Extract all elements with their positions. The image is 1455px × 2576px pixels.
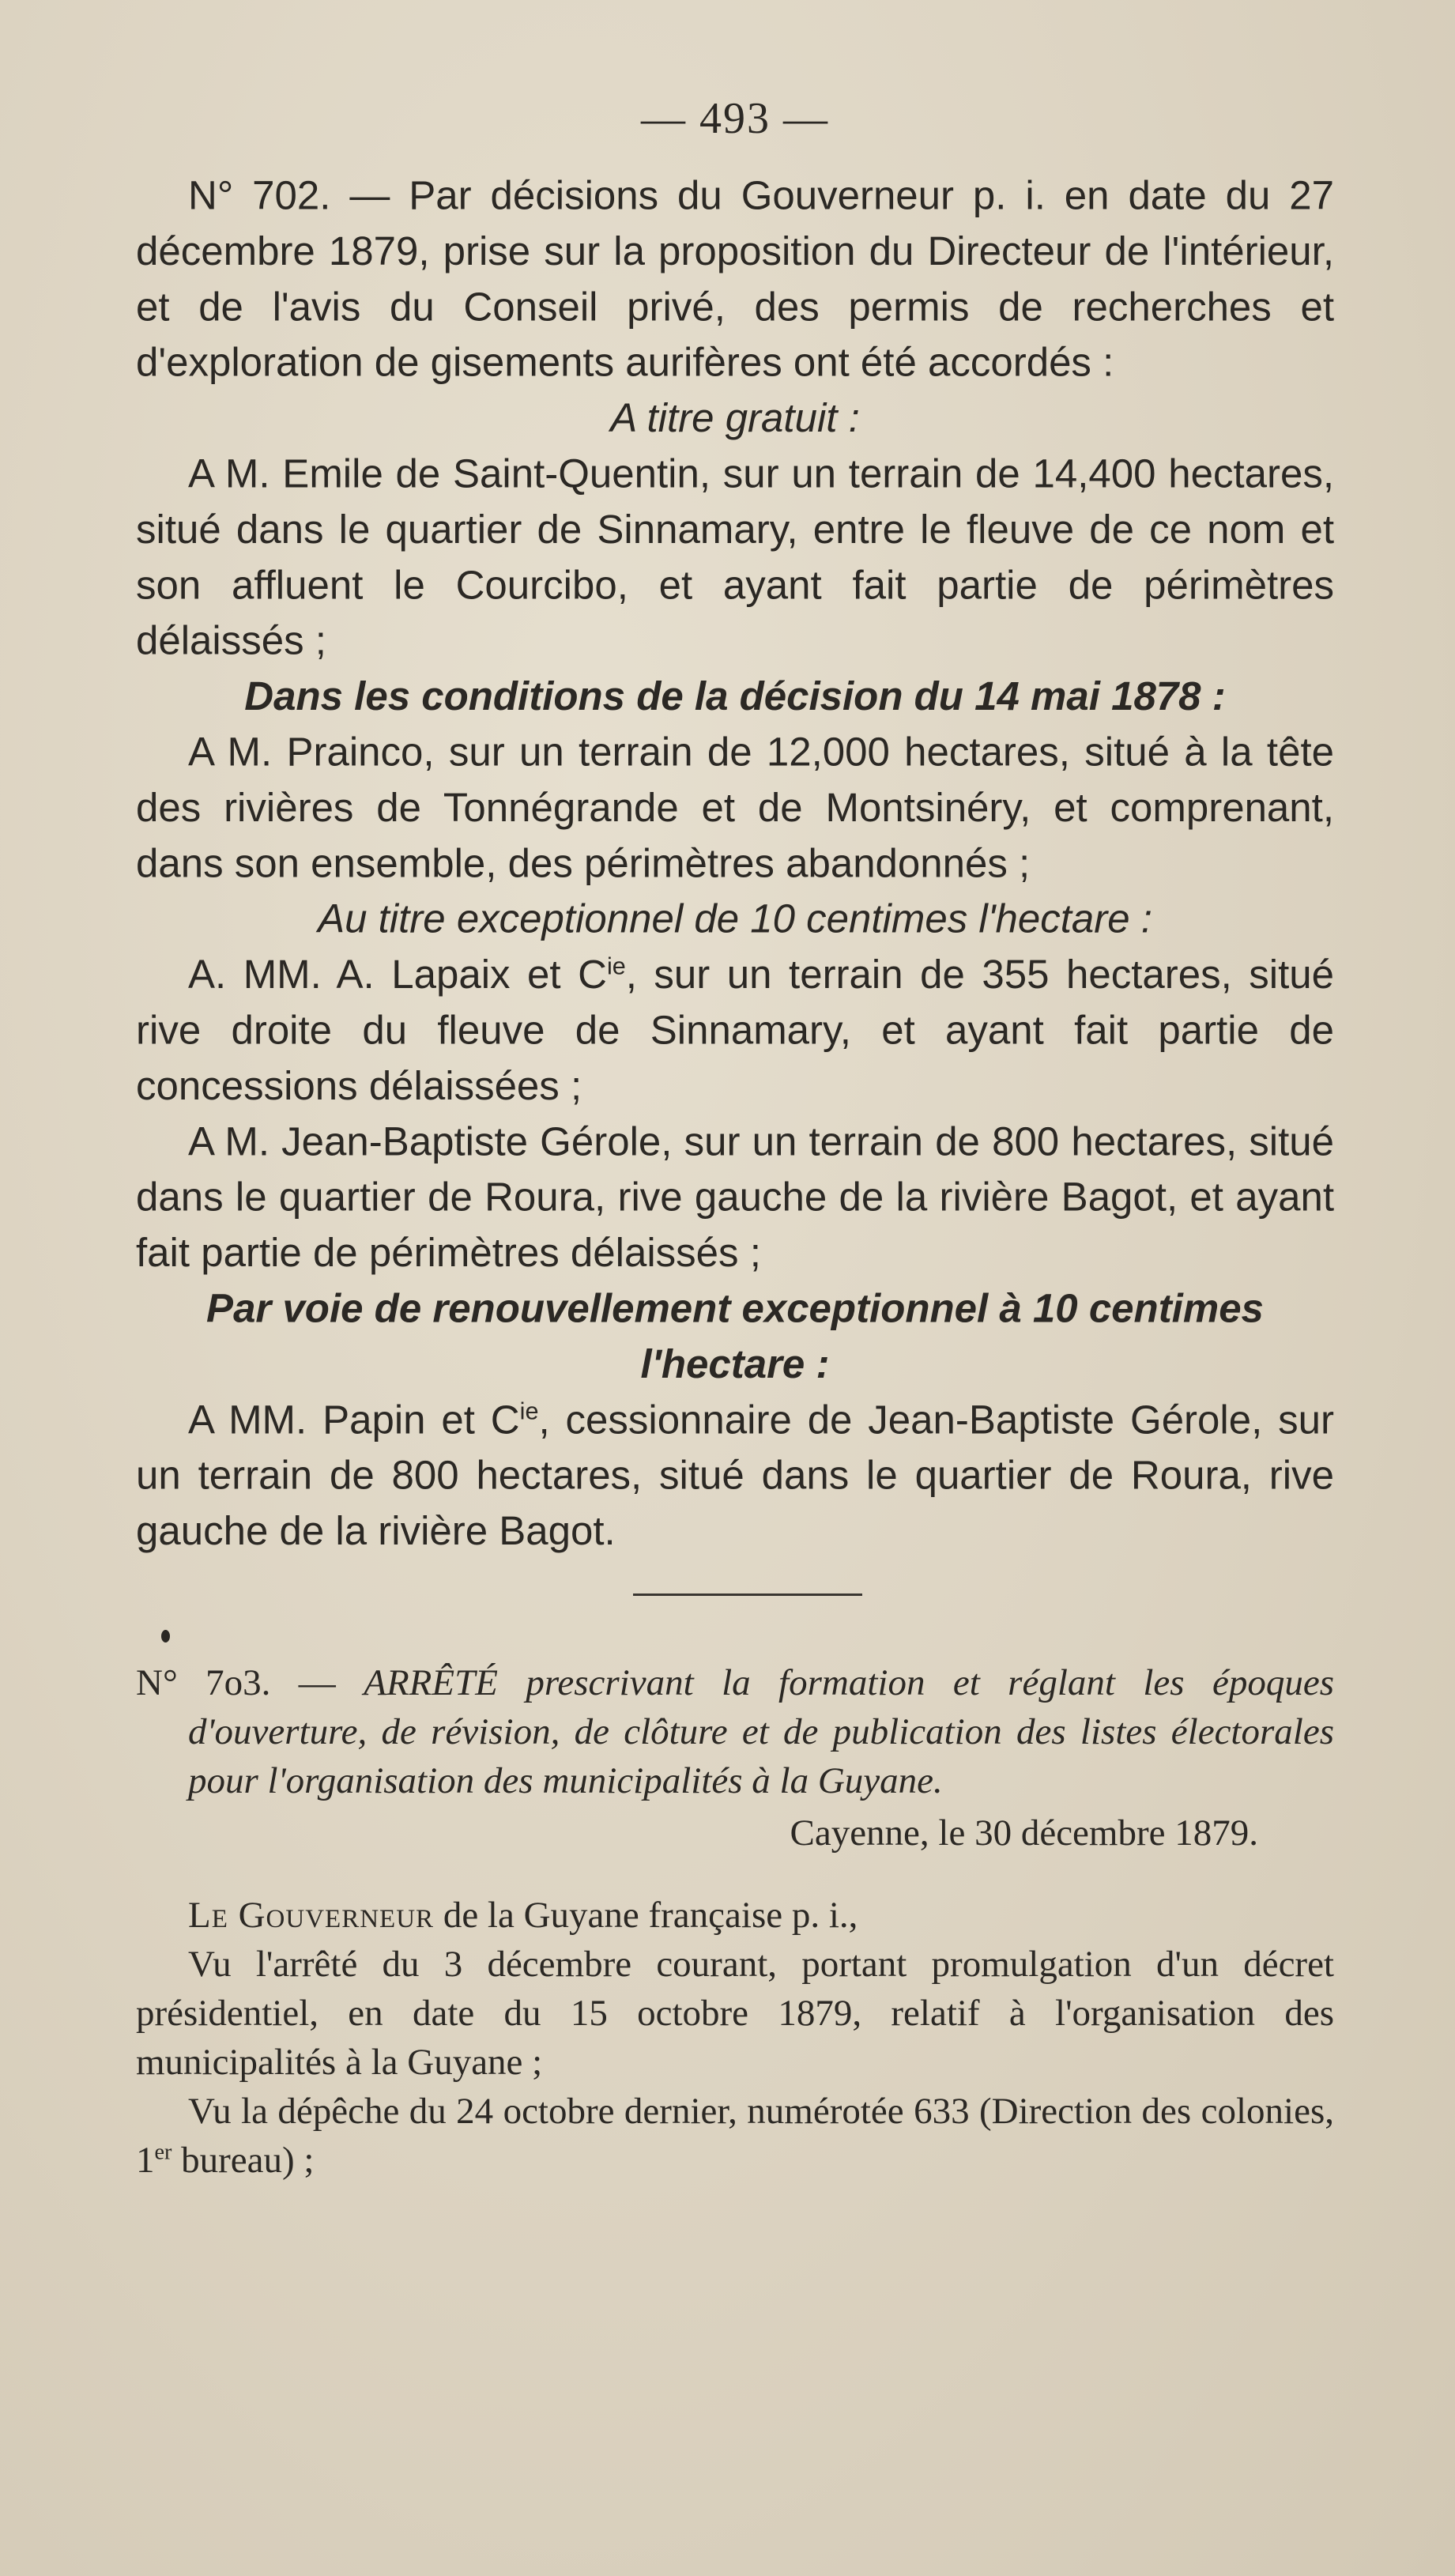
governor-label: Le Gouverneur xyxy=(188,1895,435,1936)
heading-free-title: A titre gratuit : xyxy=(610,395,860,441)
page-number: — 493 — xyxy=(641,94,829,143)
permit-papin-after: , cessionnaire de Jean-Baptiste Gérole, sur un terrain de 800 hectares, situé dans le quartier de Roura, rive gauche de la rivière Bagot. xyxy=(136,1397,1334,1553)
arrete-date-line: Cayenne, le 30 décembre 1879. xyxy=(790,1812,1258,1854)
decision-702-intro: N° 702. — Par décisions du Gouverneur p. i. en date du 27 décembre 1879, prise sur la proposition du Directeur de l'intérieur, et de l'avis du Conseil privé, des permis de recherches et d'exploration de gisements aurifères ont été accordés : xyxy=(136,172,1334,385)
permit-lapaix-sup: ie xyxy=(606,952,626,980)
heading-renewal: Par voie de renouvellement exceptionnel à 10 centimes l'hectare : xyxy=(206,1285,1264,1386)
permit-gerole: A M. Jean-Baptiste Gérole, sur un terrain de 800 hectares, situé dans le quartier de Roura, rive gauche de la rivière Bagot, et ayant fait partie de périmètres délaissés ; xyxy=(136,1118,1334,1275)
heading-exceptional: Au titre exceptionnel de 10 centimes l'hectare : xyxy=(318,896,1152,941)
vu-clause-1: Vu l'arrêté du 3 décembre courant, portant promulgation d'un décret présidentiel, en date du 15 octobre 1879, relatif à l'organisation des municipalités à la Guyane ; xyxy=(136,1944,1334,2083)
arrete-703-section xyxy=(136,1658,1334,2185)
vu-clause-2-before: Vu la dépêche du 24 octobre dernier, numérotée 633 (Direction des colonies, 1 xyxy=(136,2091,1334,2181)
arrete-703-heading xyxy=(136,1658,1334,1805)
ink-spot xyxy=(161,1630,170,1643)
arrete-number: N° 7o3. — xyxy=(136,1662,364,1703)
permit-lapaix-before: A. MM. A. Lapaix et C xyxy=(188,952,607,998)
permit-papin xyxy=(136,1392,1334,1559)
governor-rest: de la Guyane française p. i., xyxy=(434,1895,858,1936)
heading-conditions: Dans les conditions de la décision du 14 mai 1878 : xyxy=(244,673,1226,719)
permit-papin-sup: ie xyxy=(519,1397,539,1425)
permit-papin-before: A MM. Papin et C xyxy=(188,1397,520,1443)
permit-lapaix xyxy=(136,947,1334,1114)
governor-line xyxy=(136,1891,1334,1940)
permit-lapaix-after: , sur un terrain de 355 hectares, situé rive droite du fleuve de Sinnamary, et ayant fait partie de concessions délaissées ; xyxy=(136,952,1334,1108)
vu-clause-2-after: bureau) ; xyxy=(172,2140,315,2181)
vu-clause-2 xyxy=(136,2087,1334,2185)
permit-prainco: A M. Prainco, sur un terrain de 12,000 hectares, situé à la tête des rivières de Tonnégrande et de Montsinéry, et comprenant, dans son ensemble, des périmètres abandonnés ; xyxy=(136,729,1334,886)
decision-702-section xyxy=(136,168,1334,1559)
permit-saint-quentin: A M. Emile de Saint-Quentin, sur un terrain de 14,400 hectares, situé dans le quartier de Sinnamary, entre le fleuve de ce nom et son affluent le Courcibo, et ayant fait partie de périmètres délaissés ; xyxy=(136,451,1334,663)
arrete-title: ARRÊTÉ prescrivant la formation et réglant les époques d'ouverture, de révision, de clôture et de publication des listes électorales pour l'organisation des municipalités à la Guyane. xyxy=(188,1662,1334,1801)
section-divider xyxy=(633,1593,862,1596)
vu-clause-2-sup: er xyxy=(154,2140,172,2165)
